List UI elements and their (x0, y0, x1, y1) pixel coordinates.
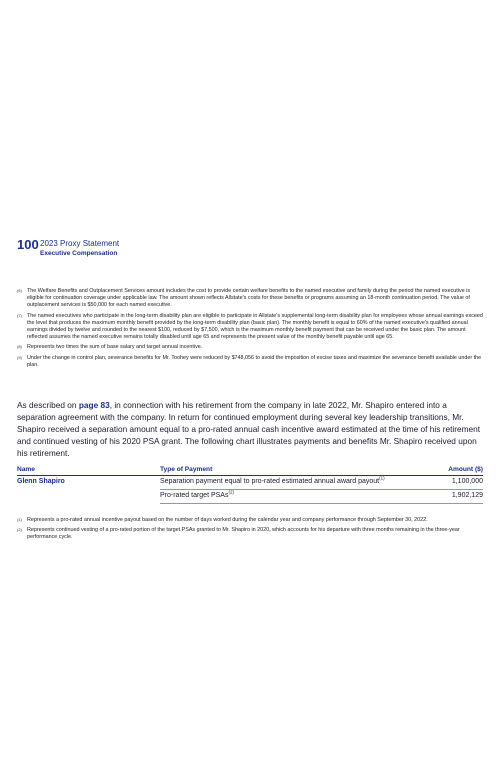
payment-amount: 1,902,129 (403, 490, 483, 504)
page-number: 100 (17, 237, 39, 252)
footnote-text: Represents continued vesting of a pro-rated portion of the target PSAs granted to Mr. Shapiro in 2020, which accounts for his departure with three months remaining in the three-year performance cycle. (27, 527, 460, 541)
narrative-paragraph (17, 399, 483, 459)
footnote-text: The Welfare Benefits and Outplacement Services amount includes the cost to provide certain welfare benefits to the named executive and family during the period the named executive is eligible for continuation coverage under applicable law. The amount shown reflects Allstate's costs for these benefits or programs assuming an 18-month continuation period. The value of outplacement services is $50,000 for each named executive. (27, 288, 471, 309)
payment-amount: 1,100,000 (403, 476, 483, 490)
footnote-8 (17, 344, 483, 351)
footnote-marker: (1) (17, 517, 22, 522)
footnote-marker: (6) (17, 288, 22, 293)
column-header-type: Type of Payment (160, 466, 403, 476)
footnote-7 (17, 313, 483, 342)
payments-table (17, 466, 483, 504)
footnote-marker: (2) (17, 527, 22, 533)
footnote-marker: (8) (17, 344, 22, 350)
footnote-text: Represents two times the sum of base salary and target annual incentive. (27, 344, 203, 351)
footnote-ref: (1) (379, 475, 385, 481)
table-row (17, 476, 483, 490)
section-title: Executive Compensation (40, 250, 118, 257)
narrative-rest: , in connection with his retirement from the company in late 2022, Mr. Shapiro entered into a separation agreement with the company. In return for continued employment during several key leadership transitions, Mr. Shapiro received a separation amount equal to a pro-rated annual cash incentive award estimated at the time of his retirement and continued vesting of his 2020 PSA grant. The following chart illustrates payments and benefits Mr. Shapiro received upon his retirement. (17, 400, 481, 458)
column-header-amount: Amount ($) (403, 466, 483, 476)
footnote-ref: (2) (228, 489, 234, 495)
footnote-text: Under the change in control plan, severance benefits for Mr. Toohey were reduced by $748,056 to avoid the imposition of excise taxes and maximize the severance benefit available under the plan. (27, 354, 482, 368)
document-title: 2023 Proxy Statement (40, 239, 120, 248)
payment-type-text: Separation payment equal to pro-rated estimated annual award payout (160, 478, 380, 485)
footnote-9 (17, 355, 483, 369)
footnotes-bottom (17, 517, 483, 545)
footnote-marker: (9) (17, 354, 22, 360)
narrative-lead: As described on (17, 400, 79, 410)
page-83-link[interactable]: page 83 (78, 400, 110, 410)
footnote-1 (17, 517, 483, 524)
footnotes-top (17, 288, 483, 372)
footnote-marker: (7) (17, 312, 22, 318)
footnote-text: The named executives who participate in the long-term disability plan are eligible to participate in Allstate's supplemental long-term disability plan for employees whose annual earnings exceed the level that produces the maximum monthly benefit provided by the long-term disability plan (basic plan). The monthly benefit is equal to 60% of the named executive's qualified annual earnings divided by twelve and rounded to the nearest $100, reduced by $7,500, which is the maximum monthly benefit payment that can be received under the basic plan. The amount reflected assumes the named executive remains totally disabled until age 65 and represents the present value of the monthly benefit payable until age 65. (27, 312, 483, 341)
footnote-6 (17, 288, 483, 310)
payment-type (160, 490, 403, 504)
column-header-name: Name (17, 466, 160, 476)
payment-type (160, 476, 403, 490)
executive-name: Glenn Shapiro (17, 478, 65, 485)
payment-type-text: Pro-rated target PSAs (160, 492, 229, 499)
footnote-2 (17, 527, 483, 541)
footnote-text: Represents a pro-rated annual incentive payout based on the number of days worked during the calendar year and company performance through September 30, 2022. (27, 517, 428, 523)
